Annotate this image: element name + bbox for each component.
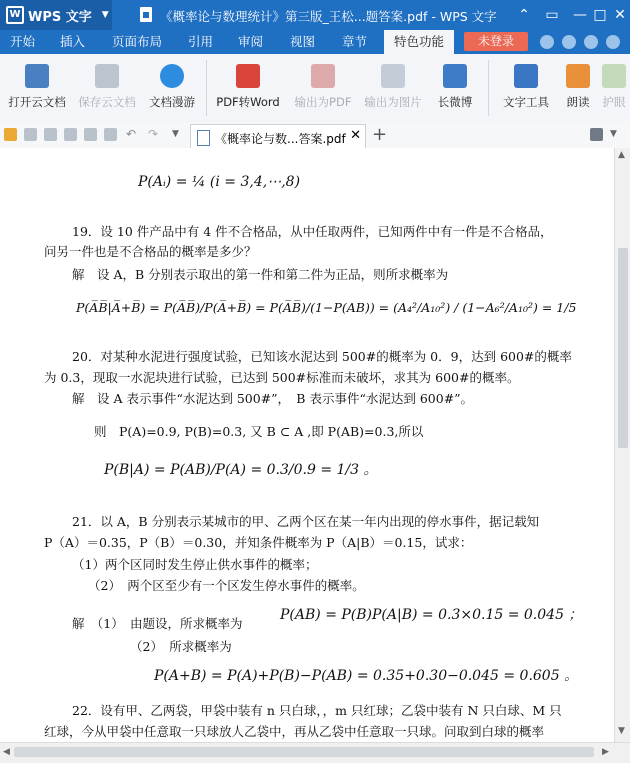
q22-line-1: 22．设有甲、乙两袋，甲袋中装有 n 只白球，，m 只红球；乙袋中装有 N 只白球、M 只 <box>72 703 562 718</box>
formula-2: P(A̅B̅|A̅+B̅) = P(A̅B̅)/P(A̅+B̅) = P(A̅B̅)/(1−P(AB)) = (A₄²/A₁₀²) / (1−A₆²/A₁₀²) = 1/5 <box>76 300 577 315</box>
close-button[interactable]: ✕ <box>614 7 626 23</box>
long-weibo-button[interactable]: 长微博 <box>430 54 480 122</box>
scroll-left-icon[interactable]: ◀ <box>3 747 10 757</box>
new-tab-button[interactable]: + <box>372 124 388 145</box>
q21-answer-2: （2） 所求概率为 <box>130 639 232 654</box>
q20-line-1: 20．对某种水泥进行强度试验，已知该水泥达到 500#的概率为 0．9，达到 600#的概率 <box>72 349 572 364</box>
eye-protection-button[interactable]: 护眼 <box>598 54 630 122</box>
open-folder-icon[interactable] <box>4 128 17 141</box>
ribbon-toolbar <box>0 54 630 123</box>
q22-line-2: 红球，今从甲袋中任意取一只球放人乙袋中，再从乙袋中任意取一只球。问取到白球的概率 <box>44 724 545 739</box>
formula-4: P(AB) = P(B)P(A|B) = 0.3×0.15 = 0.045 ； <box>280 607 583 623</box>
formula-1: P(Aᵢ) = ¼ (i = 3,4,⋯,8) <box>138 174 301 190</box>
export-image-button[interactable]: 输出为图片 <box>360 54 426 122</box>
vertical-scroll-thumb[interactable] <box>618 248 628 448</box>
tab-title: 《概率论与数...答案.pdf <box>215 132 346 146</box>
cloud-roaming-icon <box>160 64 184 88</box>
scroll-down-icon[interactable]: ▼ <box>618 726 625 736</box>
app-name: WPS 文字 <box>28 9 92 25</box>
text-tools-button[interactable]: 文字工具 <box>496 54 556 122</box>
pdf-word-icon <box>236 64 260 88</box>
title-bar <box>0 0 630 30</box>
read-aloud-button[interactable]: 朗读 <box>562 54 594 122</box>
redo-icon[interactable]: ↷ <box>148 127 159 141</box>
refresh-icon[interactable] <box>562 35 576 49</box>
wps-logo-icon: W <box>6 6 24 24</box>
login-button[interactable]: 未登录 <box>464 32 528 51</box>
doc-roaming-button[interactable]: 文档漫游 <box>144 54 200 122</box>
skin-icon[interactable] <box>584 35 598 49</box>
q21-line-1: 21．以 A，B 分别表示某城市的甲、乙两个区在某一年内出现的停水事件，据记载知 <box>72 514 540 529</box>
text-tools-icon <box>514 64 538 88</box>
print-preview-icon[interactable] <box>84 128 97 141</box>
export-image-icon <box>381 64 405 88</box>
ribbon-separator <box>488 60 489 116</box>
menu-bar <box>0 30 630 54</box>
tab-review[interactable]: 审阅 <box>238 34 264 49</box>
pdf-file-icon <box>197 130 210 146</box>
q20-then: 则 P(A)=0.9, P(B)=0.3, 又 B ⊂ A ,即 P(AB)=0.3,所以 <box>94 424 424 439</box>
q19-line-2: 问另一件也是不合格品的概率是多少？ <box>44 244 257 259</box>
open-cloud-doc-button[interactable]: 打开云文档 <box>4 54 70 122</box>
q21-line-2: P（A）＝0.35，P（B）＝0.30，并知条件概率为 P（A|B）＝0.15，试求： <box>44 535 473 550</box>
formula-5: P(A+B) = P(A)+P(B)−P(AB) = 0.35+0.30−0.045 = 0.605 。 <box>154 668 579 684</box>
horizontal-scroll-thumb[interactable] <box>14 747 594 757</box>
undo-icon[interactable]: ↶ <box>126 127 137 141</box>
scroll-right-icon[interactable]: ▶ <box>602 747 609 757</box>
document-page[interactable] <box>0 148 614 742</box>
q20-line-2: 为 0.3，现取一水泥块进行试验，已达到 500#标准而未破坏，求其为 600#的概率。 <box>44 370 520 385</box>
collapse-ribbon-button[interactable]: ⌃ <box>518 7 530 23</box>
q21-answer-1: 解 （1） 由题设，所求概率为 <box>72 616 243 631</box>
tab-view[interactable]: 视图 <box>290 34 316 49</box>
vertical-scrollbar[interactable] <box>614 148 630 742</box>
tab-insert[interactable]: 插入 <box>60 34 86 49</box>
tab-menu-icon[interactable]: ▼ <box>610 129 617 139</box>
formula-3: P(B|A) = P(AB)/P(A) = 0.3/0.9 = 1/3 。 <box>104 462 378 478</box>
export-icon[interactable] <box>44 128 57 141</box>
minimize-button[interactable]: — <box>573 7 587 23</box>
preview-icon[interactable] <box>104 128 117 141</box>
cloud-folder-icon <box>25 64 49 88</box>
tab-page-layout[interactable]: 页面布局 <box>112 34 163 49</box>
tab-references[interactable]: 引用 <box>188 34 214 49</box>
window-title: 《概率论与数理统计》第三版_王松...题答案.pdf - WPS 文字 <box>160 9 497 24</box>
tab-start[interactable]: 开始 <box>10 34 36 49</box>
save-icon[interactable] <box>24 128 37 141</box>
help-circle-icon[interactable] <box>606 35 620 49</box>
quick-access-dropdown-icon[interactable]: ▼ <box>172 129 179 139</box>
weibo-icon <box>443 64 467 88</box>
q19-line-1: 19．设 10 件产品中有 4 件不合格品，从中任取两件，已知两件中有一件是不合格品， <box>72 224 553 239</box>
ribbon-separator <box>206 60 207 116</box>
q21-sub-1: （1）两个区同时发生停止供水事件的概率； <box>72 557 318 572</box>
close-tab-icon[interactable]: ✕ <box>350 128 361 143</box>
document-tab-bar <box>0 122 630 149</box>
save-cloud-doc-button[interactable]: 保存云文档 <box>74 54 140 122</box>
q21-sub-2: （2） 两个区至少有一个区发生停水事件的概率。 <box>88 578 365 593</box>
scroll-up-icon[interactable]: ▲ <box>618 150 625 160</box>
eye-icon <box>602 64 626 88</box>
microphone-icon <box>566 64 590 88</box>
tab-chapter[interactable]: 章节 <box>342 34 368 49</box>
export-pdf-icon <box>311 64 335 88</box>
cloud-save-icon <box>95 64 119 88</box>
q19-solution: 解 设 A，B 分别表示取出的第一件和第二件为正品，则所求概率为 <box>72 267 449 282</box>
document-icon <box>140 7 152 22</box>
help-icon[interactable] <box>540 35 554 49</box>
skin-button[interactable]: ▭ <box>545 7 559 23</box>
tab-list-icon[interactable] <box>590 128 603 141</box>
app-menu-button[interactable] <box>0 0 112 30</box>
maximize-button[interactable]: □ <box>593 7 607 23</box>
q20-solution: 解 设 A 表示事件“水泥达到 500#”， B 表示事件“水泥达到 600#”。 <box>72 391 474 406</box>
pdf-to-word-button[interactable]: PDF转Word <box>212 54 284 122</box>
tab-document[interactable] <box>190 124 366 149</box>
export-pdf-button[interactable]: 输出为PDF <box>290 54 356 122</box>
print-icon[interactable] <box>64 128 77 141</box>
horizontal-scrollbar[interactable] <box>0 742 630 763</box>
chevron-down-icon: ▼ <box>101 10 109 20</box>
tab-special-features[interactable]: 特色功能 <box>384 30 454 54</box>
